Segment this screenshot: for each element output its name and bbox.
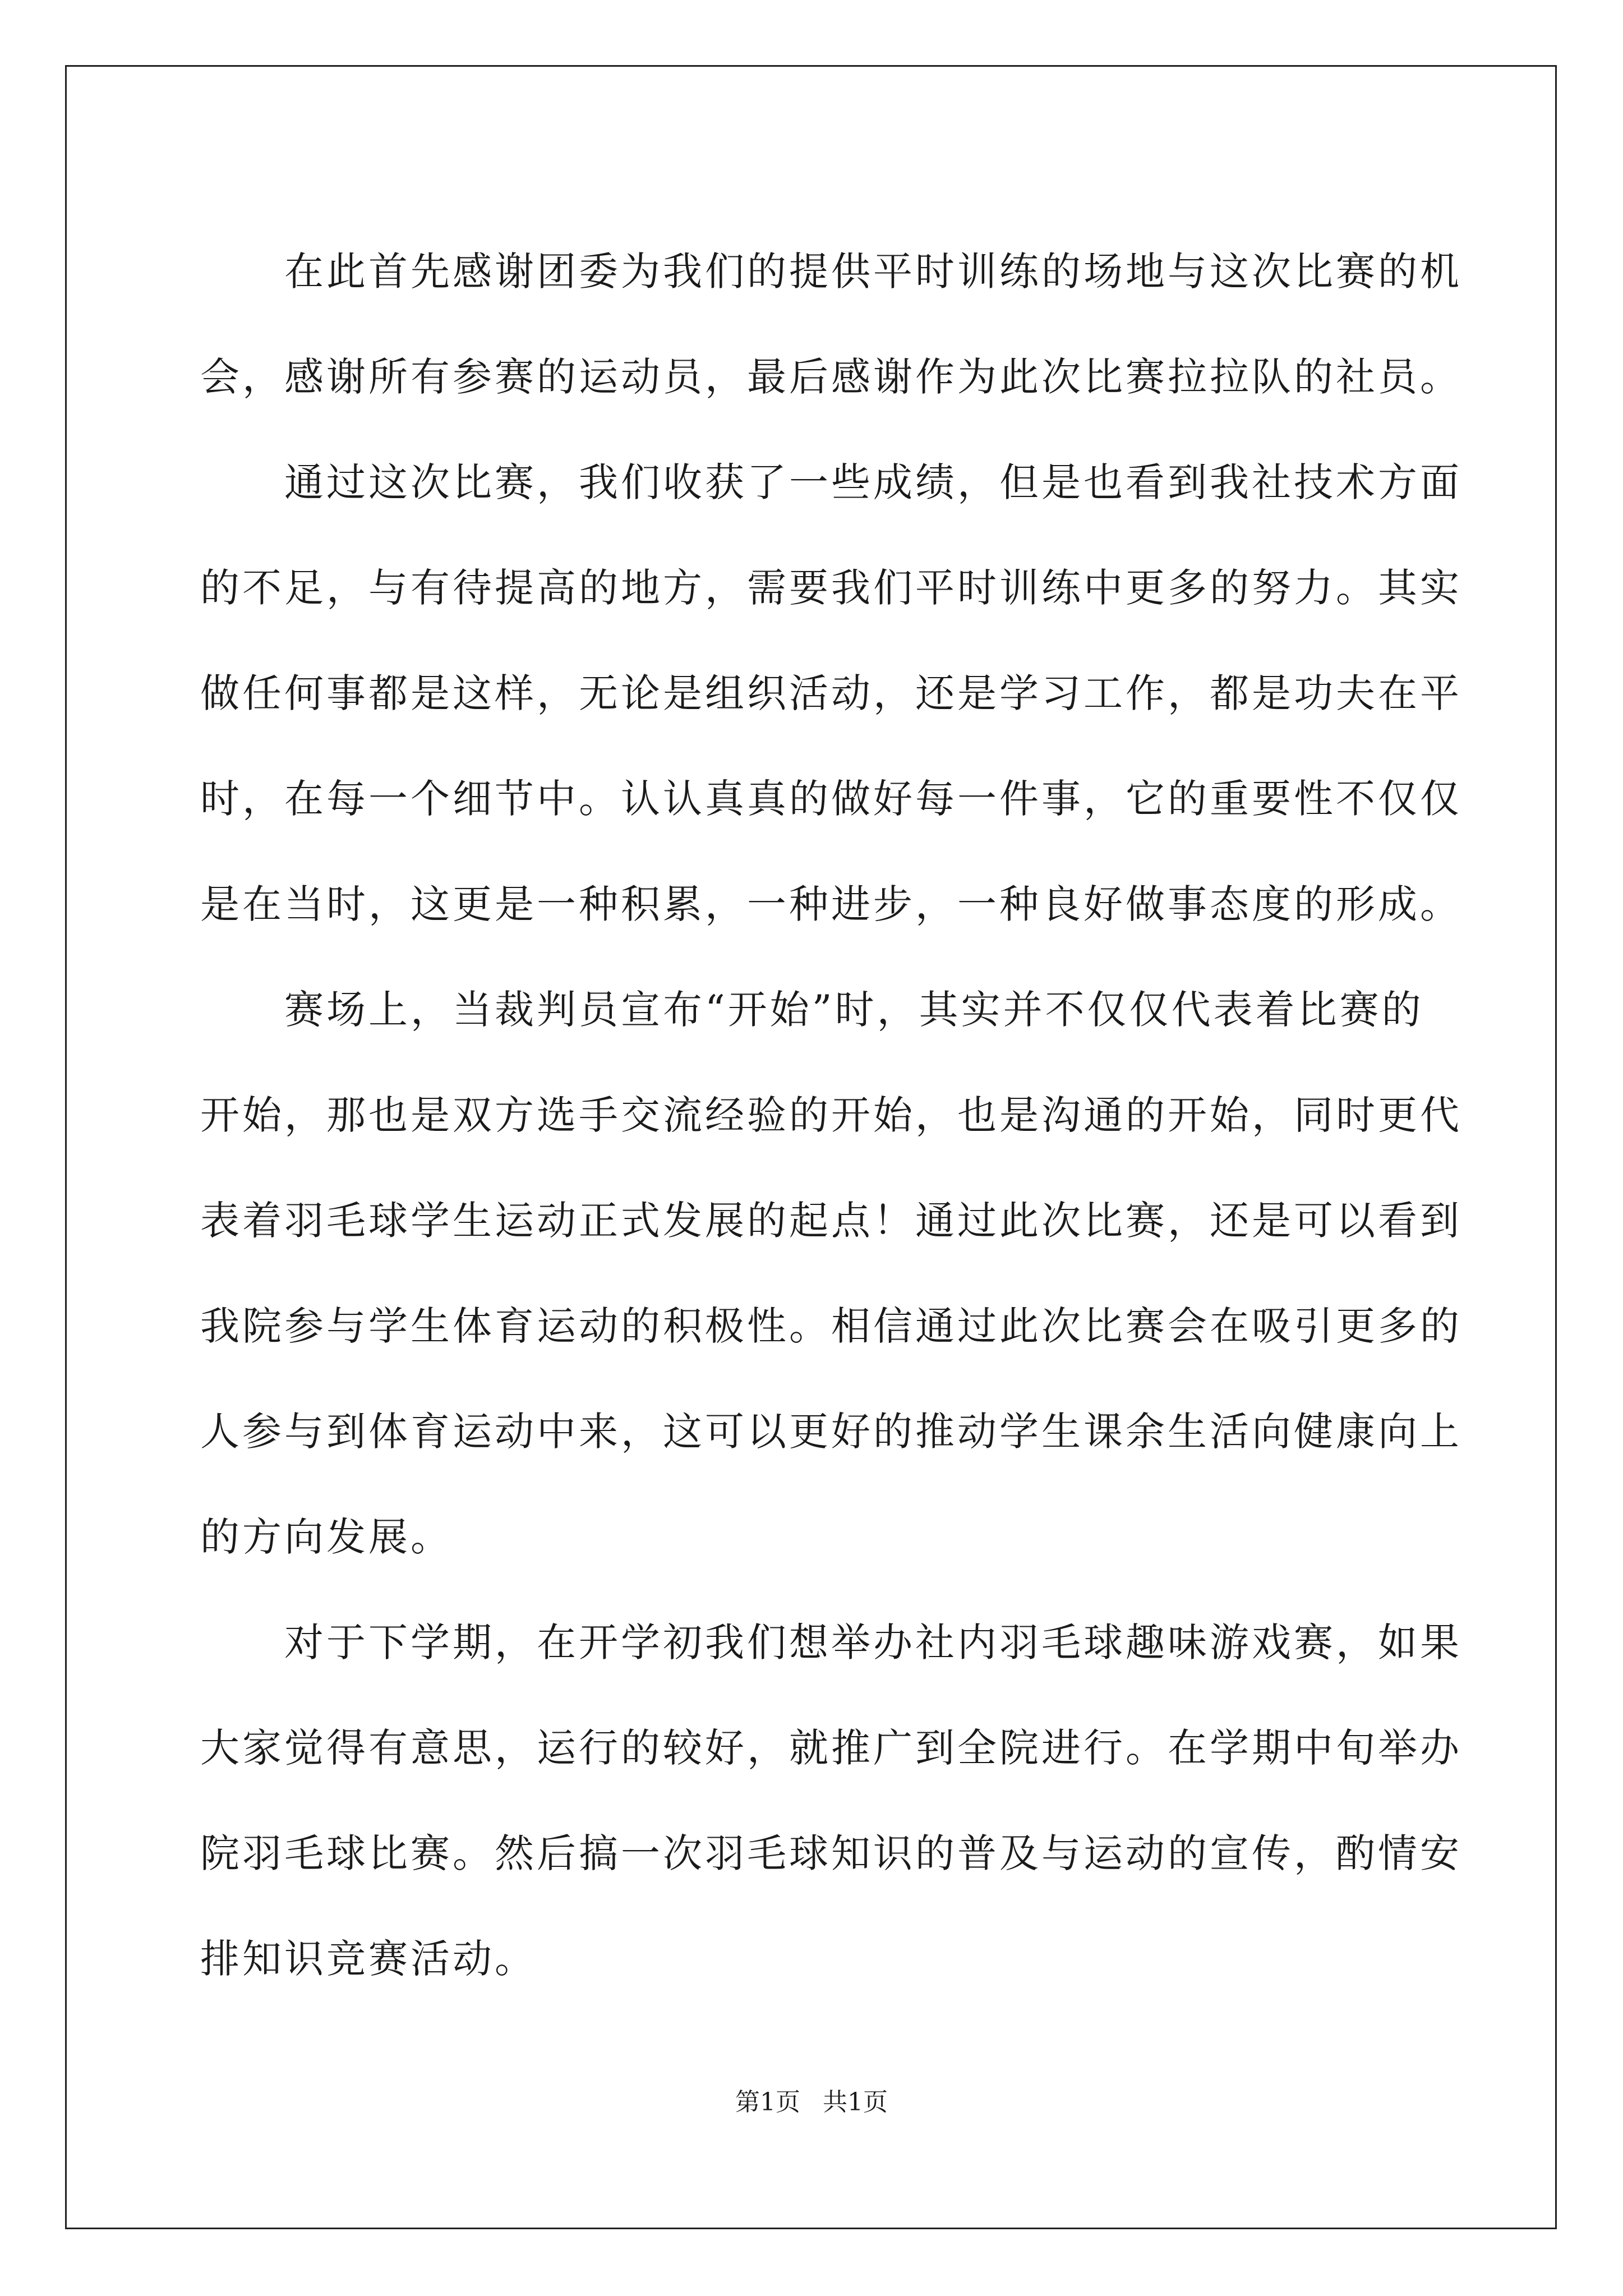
text-line: 赛场上，当裁判员宣布“开始”时，其实并不仅仅代表着比赛的 [200,987,1424,1033]
page-footer [0,2086,1623,2119]
text-line: 大家觉得有意思，运行的较好，就推广到全院进行。在学期中旬举办 [200,1725,1462,1771]
page-number: 第1页 [735,2088,800,2116]
text-line: 会，感谢所有参赛的运动员，最后感谢作为此次比赛拉拉队的社员。 [200,354,1462,400]
text-line: 表着羽毛球学生运动正式发展的起点！通过此次比赛，还是可以看到 [200,1198,1462,1244]
text-line: 时，在每一个细节中。认认真真的做好每一件事，它的重要性不仅仅 [200,776,1462,822]
text-line: 的不足，与有待提高的地方，需要我们平时训练中更多的努力。其实 [200,565,1462,611]
text-line: 院羽毛球比赛。然后搞一次羽毛球知识的普及与运动的宣传，酌情安 [200,1830,1462,1876]
text-line: 是在当时，这更是一种积累，一种进步，一种良好做事态度的形成。 [200,881,1462,927]
document-body [200,219,1462,2012]
text-line: 的方向发展。 [200,1514,453,1560]
text-line: 在此首先感谢团委为我们的提供平时训练的场地与这次比赛的机 [200,249,1462,295]
text-line: 开始，那也是双方选手交流经验的开始，也是沟通的开始，同时更代 [200,1092,1462,1138]
text-line: 通过这次比赛，我们收获了一些成绩，但是也看到我社技术方面 [200,459,1462,505]
page-total: 共1页 [823,2088,888,2116]
text-line: 排知识竞赛活动。 [200,1936,537,1982]
text-line: 对于下学期，在开学初我们想举办社内羽毛球趣味游戏赛，如果 [200,1619,1462,1665]
text-line: 我院参与学生体育运动的积极性。相信通过此次比赛会在吸引更多的 [200,1303,1462,1349]
text-line: 做任何事都是这样，无论是组织活动，还是学习工作，都是功夫在平 [200,670,1462,716]
text-line: 人参与到体育运动中来，这可以更好的推动学生课余生活向健康向上 [200,1409,1462,1455]
